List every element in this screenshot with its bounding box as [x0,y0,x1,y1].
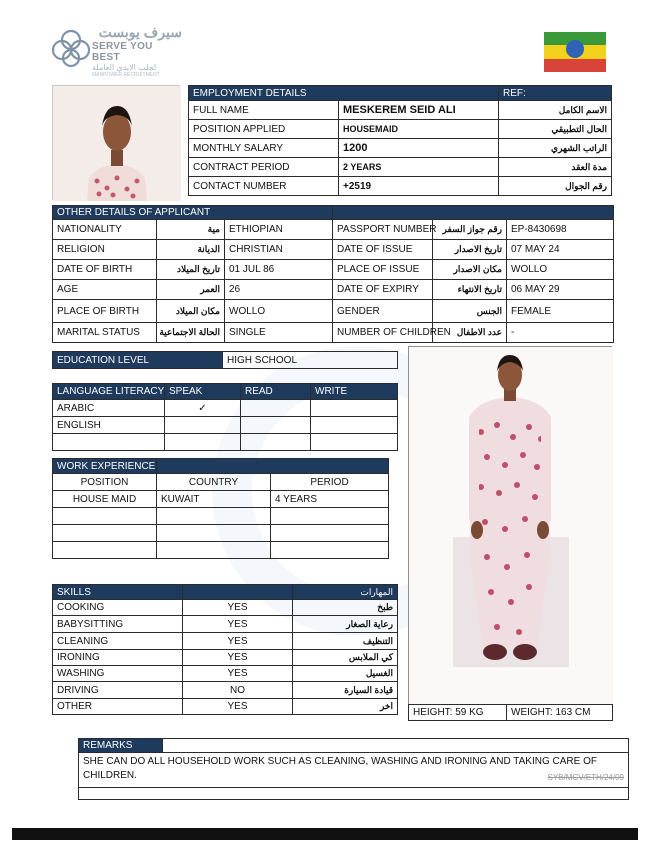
date-of-issue-value: 07 MAY 24 [507,240,614,260]
language-name: ARABIC [53,400,165,417]
position-header: POSITION [53,474,157,491]
company-logo [52,24,180,76]
monthly-salary-value: 1200 [339,139,499,158]
contact-number-value: +2519 [339,177,499,196]
marital-status-value: SINGLE [225,323,333,343]
table-row [53,633,398,650]
work-period: 4 YEARS [271,491,389,508]
logo-arabic-subtitle: لجلب الايدي العاملة [92,63,157,72]
religion-label: RELIGION [53,240,157,260]
other-details-table [52,205,614,343]
logo-tagline: MANPOWER RECRUITMENT [92,72,160,78]
skill-arabic: كي الملابس [293,650,398,666]
position-applied-value: HOUSEMAID [339,120,499,139]
work-country: KUWAIT [157,491,271,508]
write-cell [311,417,398,434]
skill-name: CLEANING [53,633,183,650]
work-position [53,508,157,525]
skill-name: DRIVING [53,682,183,699]
ethiopia-flag-icon [544,32,606,72]
education-level-label: EDUCATION LEVEL [53,352,223,369]
work-country [157,525,271,542]
logo-arabic-name: سيرف يوبست [98,24,182,40]
read-cell [241,417,311,434]
skill-name: IRONING [53,650,183,666]
write-header: WRITE [311,384,398,400]
speak-cell [165,434,241,451]
position-applied-label: POSITION APPLIED [189,120,339,139]
education-level-value: HIGH SCHOOL [223,352,398,369]
table-row [53,542,389,559]
religion-arabic: الديانة [157,240,225,260]
remarks-text: SHE CAN DO ALL HOUSEHOLD WORK SUCH AS CLEANING, WASHING AND IRONING AND TAKING CARE OF CHILDREN. [83,756,597,781]
skills-table [52,584,398,715]
work-experience-table [52,458,389,559]
skill-name: BABYSITTING [53,616,183,633]
full-name-label: FULL NAME [189,101,339,120]
remarks-title: REMARKS [79,739,163,753]
position-applied-arabic: الحال التطبيقي [499,120,612,139]
date-of-birth-label: DATE OF BIRTH [53,260,157,280]
speak-header: SPEAK [165,384,241,400]
read-cell [241,434,311,451]
work-experience-header-right [157,459,389,474]
skill-value: YES [183,666,293,682]
monthly-salary-label: MONTHLY SALARY [189,139,339,158]
skill-value: YES [183,616,293,633]
table-row [53,240,614,260]
skill-value: YES [183,699,293,715]
skill-value: YES [183,600,293,616]
skill-name: OTHER [53,699,183,715]
write-cell [311,400,398,417]
ref-label: REF: [499,86,612,101]
full-name-value: MESKEREM SEID ALI [339,101,499,120]
skill-name: COOKING [53,600,183,616]
height-value: HEIGHT: 59 KG [409,705,507,721]
table-row [53,650,398,666]
other-details-title: OTHER DETAILS OF APPLICANT [53,206,333,220]
skill-value: YES [183,650,293,666]
skills-header-mid [183,585,293,600]
place-of-issue-value: WOLLO [507,260,614,280]
gender-label: GENDER [333,300,433,323]
speak-check-icon: ✓ [165,400,241,417]
applicant-full-body-photo [408,346,612,704]
date-of-expiry-label: DATE OF EXPIRY [333,280,433,300]
contract-period-label: CONTRACT PERIOD [189,158,339,177]
nationality-value: ETHIOPIAN [225,220,333,240]
marital-status-label: MARITAL STATUS [53,323,157,343]
date-of-expiry-value: 06 MAY 29 [507,280,614,300]
children-count-arabic: عدد الاطفال [433,323,507,343]
language-name: ENGLISH [53,417,165,434]
weight-value: WEIGHT: 163 CM [507,705,613,721]
table-row [189,120,612,139]
age-label: AGE [53,280,157,300]
skill-arabic: طبخ [293,600,398,616]
table-row [53,474,389,491]
work-period [271,542,389,559]
skills-title-arabic: المهارات [293,585,398,600]
place-of-birth-label: PLACE OF BIRTH [53,300,157,323]
reference-code: SYB/MCV/ETH/24/09 [547,773,624,782]
read-header: READ [241,384,311,400]
skill-value: YES [183,633,293,650]
applicant-headshot [52,85,180,200]
place-of-birth-value: WOLLO [225,300,333,323]
measurements-table [408,704,613,721]
table-row [53,434,398,451]
skills-title: SKILLS [53,585,183,600]
language-name [53,434,165,451]
gender-value: FEMALE [507,300,614,323]
skill-arabic: التنظيف [293,633,398,650]
remarks-text-cell [79,753,629,788]
skill-value: NO [183,682,293,699]
table-row [189,158,612,177]
table-row [53,280,614,300]
full-name-arabic: الاسم الكامل [499,101,612,120]
table-row [189,139,612,158]
table-row [53,699,398,715]
date-of-expiry-arabic: تاريخ الانتهاء [433,280,507,300]
place-of-issue-arabic: مكان الاصدار [433,260,507,280]
skill-arabic: رعاية الصغار [293,616,398,633]
religion-value: CHRISTIAN [225,240,333,260]
passport-number-value: EP-8430698 [507,220,614,240]
work-experience-title: WORK EXPERIENCE [53,459,157,474]
table-row [53,491,389,508]
passport-number-label: PASSPORT NUMBER [333,220,433,240]
period-header: PERIOD [271,474,389,491]
remarks-table [78,738,629,800]
work-position [53,525,157,542]
table-row [53,300,614,323]
date-of-issue-label: DATE OF ISSUE [333,240,433,260]
table-row [53,417,398,434]
table-row [53,323,614,343]
skill-arabic: الغسيل [293,666,398,682]
language-literacy-table [52,383,398,451]
language-header: LANGUAGE LITERACY [53,384,165,400]
table-row [53,600,398,616]
contact-number-label: CONTACT NUMBER [189,177,339,196]
table-row [53,260,614,280]
children-count-label: NUMBER OF CHILDREN [333,323,433,343]
work-position [53,542,157,559]
table-row [53,508,389,525]
table-row [53,220,614,240]
children-count-value: - [507,323,614,343]
age-arabic: العمر [157,280,225,300]
date-of-birth-arabic: تاريخ الميلاد [157,260,225,280]
place-of-issue-label: PLACE OF ISSUE [333,260,433,280]
date-of-birth-value: 01 JUL 86 [225,260,333,280]
age-value: 26 [225,280,333,300]
employment-details-title: EMPLOYMENT DETAILS [189,86,499,101]
skill-arabic: قيادة السيارة [293,682,398,699]
skill-name: WASHING [53,666,183,682]
contact-number-arabic: رقم الجوال [499,177,612,196]
table-row [189,101,612,120]
education-table [52,351,398,369]
contract-period-value: 2 YEARS [339,158,499,177]
page-bottom-bar [12,828,638,840]
nationality-arabic: مية [157,220,225,240]
remarks-header-right [163,739,629,753]
read-cell [241,400,311,417]
table-row [53,400,398,417]
employment-details-table [188,85,612,196]
contract-period-arabic: مدة العقد [499,158,612,177]
skill-arabic: اخر [293,699,398,715]
monthly-salary-arabic: الراتب الشهري [499,139,612,158]
table-row [189,177,612,196]
table-row [53,525,389,542]
work-period [271,525,389,542]
table-row [53,616,398,633]
work-country [157,542,271,559]
work-country [157,508,271,525]
speak-cell [165,417,241,434]
marital-status-arabic: الحالة الاجتماعية [157,323,225,343]
remarks-empty-row [79,788,629,800]
nationality-label: NATIONALITY [53,220,157,240]
logo-english-name: SERVE YOU BEST [92,41,153,63]
passport-number-arabic: رقم جواز السفر [433,220,507,240]
other-details-header-right [333,206,614,220]
write-cell [311,434,398,451]
work-period [271,508,389,525]
place-of-birth-arabic: مكان الميلاد [157,300,225,323]
work-position: HOUSE MAID [53,491,157,508]
country-header: COUNTRY [157,474,271,491]
date-of-issue-arabic: تاريخ الاصدار [433,240,507,260]
table-row [53,682,398,699]
gender-arabic: الجنس [433,300,507,323]
cv-page [12,6,638,828]
logo-emblem-icon [52,28,90,68]
table-row [53,666,398,682]
